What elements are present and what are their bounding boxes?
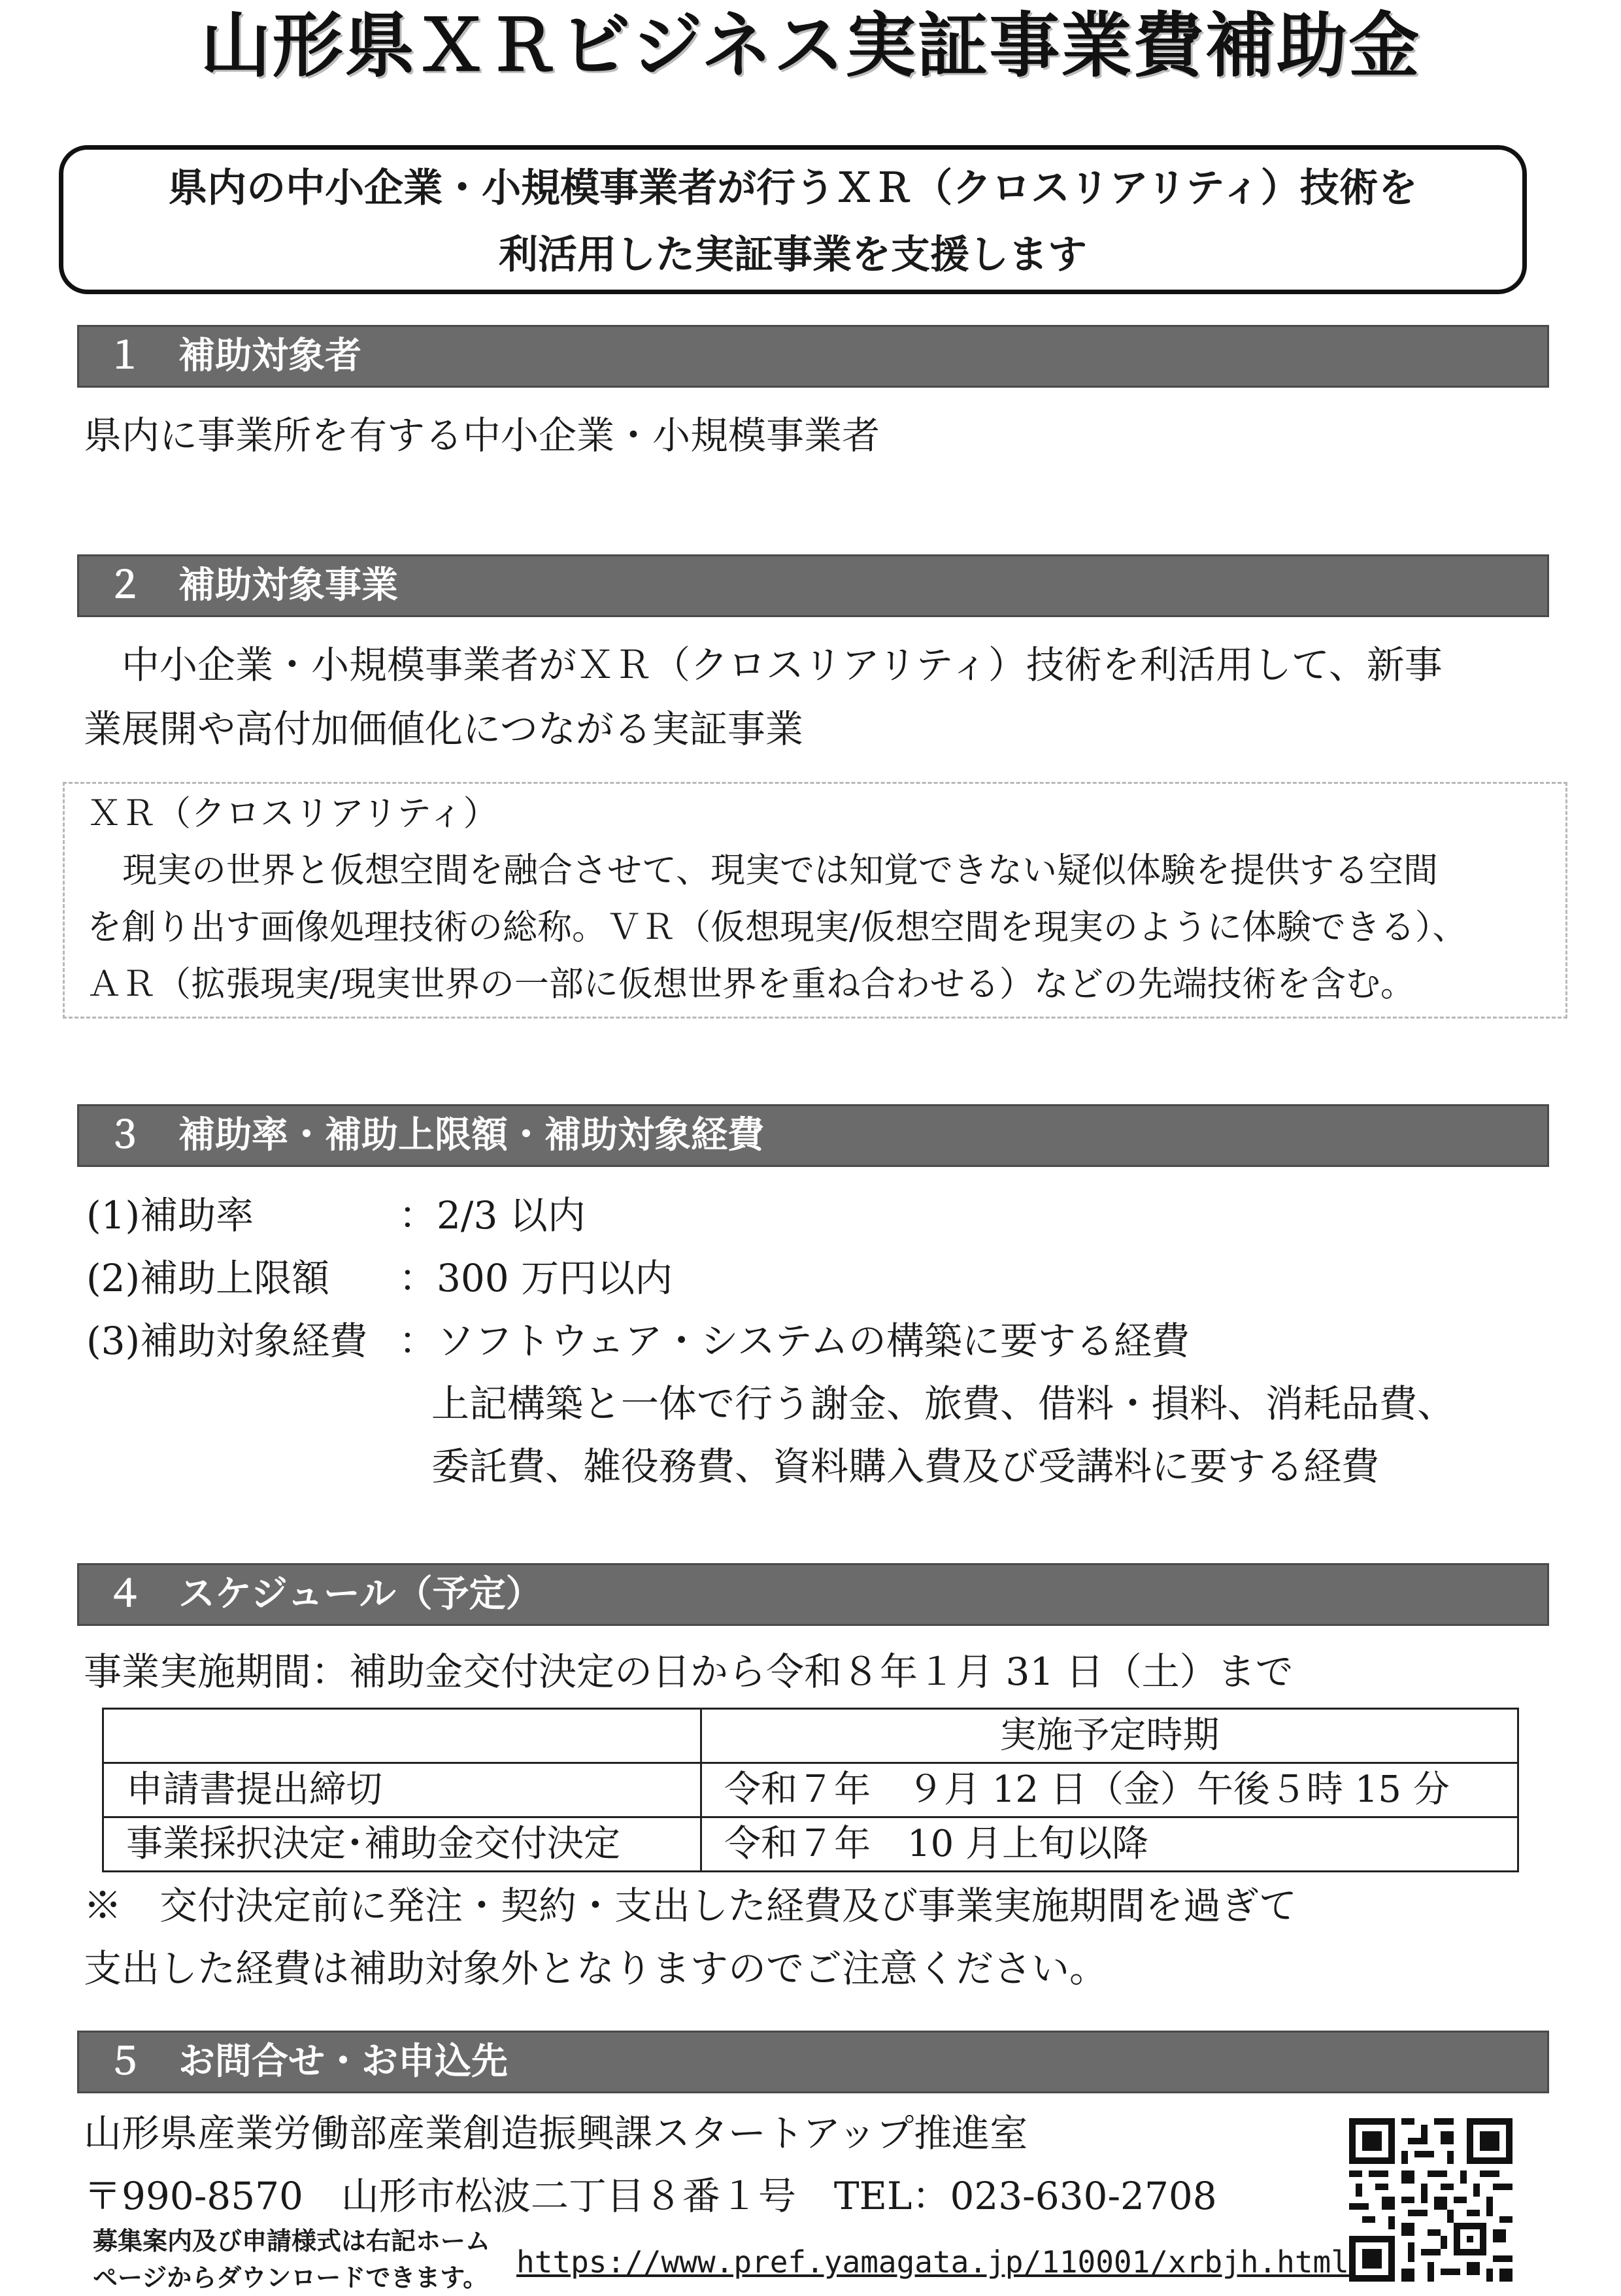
caution-line-2: 支出した経費は補助対象外となりますのでご注意ください。 xyxy=(84,1946,1108,1991)
section-number: １ xyxy=(107,335,143,377)
note-line-3: を創り出す画像処理技術の総称。ＶＲ（仮想現実/仮想空間を現実のように体験できる）、 xyxy=(87,907,1467,947)
rate-value: ：2/3 以内 xyxy=(399,1193,586,1238)
table-row xyxy=(103,1763,1518,1817)
section-heading: スケジュール（予定） xyxy=(178,1573,543,1615)
schedule-item: 申請書提出締切 xyxy=(103,1763,701,1817)
section-bar-4 xyxy=(77,1563,1549,1626)
section-number: ４ xyxy=(107,1573,143,1615)
cost-value-1: ：ソフトウェア・システムの構築に要する経費 xyxy=(399,1319,1190,1363)
section-bar-1 xyxy=(77,325,1549,388)
download-note xyxy=(93,2223,490,2296)
section-bar-2 xyxy=(77,554,1549,617)
schedule-date: 令和７年 ９月 12 日（金）午後５時 15 分 xyxy=(701,1763,1518,1817)
table-header: 実施予定時期 xyxy=(701,1709,1518,1763)
section-bar-3 xyxy=(77,1104,1549,1167)
project-line-1: 中小企業・小規模事業者がＸＲ（クロスリアリティ）技術を利活用して、新事 xyxy=(122,643,1443,687)
contact-office: 山形県産業労働部産業創造振興課スタートアップ推進室 xyxy=(84,2111,1028,2155)
project-line-2: 業展開や高付加価値化につながる実証事業 xyxy=(84,707,803,751)
download-link[interactable] xyxy=(516,2242,1349,2282)
cap-value: ：300 万円以内 xyxy=(399,1256,673,1300)
cost-value-2: 上記構築と一体で行う謝金、旅費、借料・損料、消耗品費、 xyxy=(431,1381,1456,1426)
section-heading: 補助率・補助上限額・補助対象経費 xyxy=(178,1114,764,1156)
cost-value-3: 委託費、雑役務費、資料購入費及び受講料に要する経費 xyxy=(431,1444,1380,1489)
page-title: 山形県ＸＲビジネス実証事業費補助金 xyxy=(200,5,1421,87)
schedule-item: 事業採択決定･補助金交付決定 xyxy=(103,1817,701,1872)
note-line-2: 現実の世界と仮想空間を融合させて、現実では知覚できない疑似体験を提供する空間 xyxy=(122,851,1438,890)
eligibility-text: 県内に事業所を有する中小企業・小規模事業者 xyxy=(84,413,880,458)
note-line-1: ＸＲ（クロスリアリティ） xyxy=(87,794,498,834)
schedule-date: 令和７年 10 月上旬以降 xyxy=(701,1817,1518,1872)
section-number: ３ xyxy=(107,1114,143,1156)
section-bar-5 xyxy=(77,2031,1549,2093)
download-line-1: 募集案内及び申請様式は右記ホーム xyxy=(93,2227,491,2255)
lead-line-2: 利活用した実証事業を支援します xyxy=(499,232,1087,278)
xr-definition-note xyxy=(63,782,1567,1019)
table-header-row xyxy=(103,1709,1518,1763)
implementation-period: 事業実施期間：補助金交付決定の日から令和８年１月 31 日（土）まで xyxy=(84,1649,1294,1694)
section-heading: お問合せ・お申込先 xyxy=(178,2040,508,2083)
section-number: ２ xyxy=(107,564,143,607)
qr-code-icon[interactable] xyxy=(1349,2118,1512,2282)
section-number: ５ xyxy=(107,2040,143,2083)
cost-label: (3)補助対象経費 xyxy=(86,1319,368,1363)
lead-box xyxy=(59,145,1527,294)
rate-label: (1)補助率 xyxy=(86,1193,254,1238)
lead-line-1: 県内の中小企業・小規模事業者が行うＸＲ（クロスリアリティ）技術を xyxy=(168,165,1418,211)
download-line-2: ページからダウンロードできます。 xyxy=(93,2263,488,2292)
section-heading: 補助対象者 xyxy=(178,335,361,377)
cap-label: (2)補助上限額 xyxy=(86,1256,330,1300)
note-line-4: ＡＲ（拡張現実/現実世界の一部に仮想世界を重ね合わせる）などの先端技術を含む。 xyxy=(87,964,1415,1004)
schedule-table xyxy=(102,1708,1519,1872)
table-row xyxy=(103,1817,1518,1872)
download-url[interactable]: https://www.pref.yamagata.jp/110001/xrbjh.html xyxy=(516,2244,1349,2280)
contact-address: 〒990-8570 山形市松波二丁目８番１号 TEL：023-630-2708 xyxy=(84,2174,1217,2218)
caution-line-1: ※ 交付決定前に発注・契約・支出した経費及び事業実施期間を過ぎて xyxy=(84,1883,1297,1928)
section-heading: 補助対象事業 xyxy=(178,564,398,607)
